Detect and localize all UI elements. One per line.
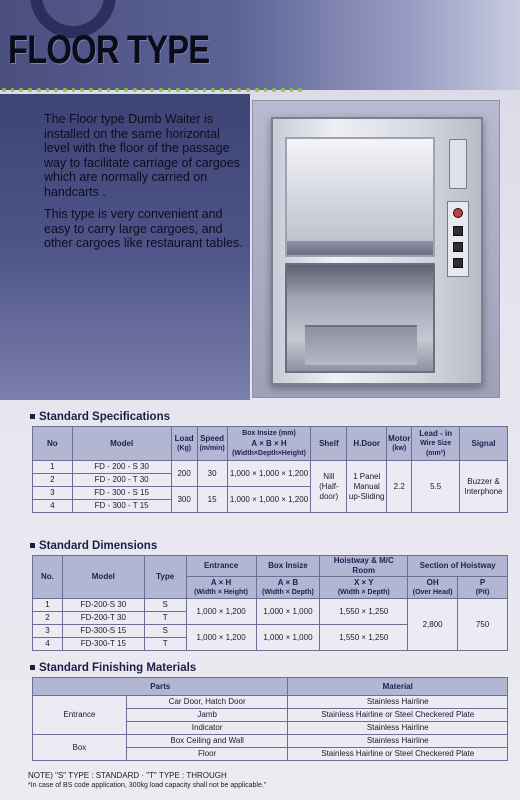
car-interior xyxy=(285,263,435,373)
dotted-divider xyxy=(2,86,302,94)
cell-entrance: 1,000 × 1,200 xyxy=(186,599,256,625)
cell-group-box: Box xyxy=(33,735,127,761)
cell-type: S xyxy=(144,625,186,638)
hatch-handle-bar xyxy=(287,241,433,255)
specifications-table xyxy=(32,426,508,513)
table-row xyxy=(33,461,508,474)
col-header-pit: P (Pit) xyxy=(458,577,508,599)
table-row xyxy=(33,599,508,612)
section-title-finishing: Standard Finishing Materials xyxy=(30,662,196,674)
cell-part: Floor xyxy=(126,748,288,761)
col-header-section: Section of Hoistway xyxy=(408,556,508,577)
table-row xyxy=(33,735,508,748)
interphone-icon xyxy=(449,139,467,189)
col-header-box-insize: Box Insize xyxy=(256,556,320,577)
col-header-hoist-dims: X × Y (Width × Depth) xyxy=(320,577,408,599)
cell-box-insize: 1,000 × 1,000 × 1,200 xyxy=(227,487,311,513)
car-floor xyxy=(305,325,417,365)
cell-no: 3 xyxy=(33,487,73,500)
cell-hoistway: 1,550 × 1,250 xyxy=(320,599,408,625)
cell-model: FD-200-S 30 xyxy=(62,599,144,612)
type-note: NOTE) "S" TYPE : STANDARD · "T" TYPE : THROUGH xyxy=(28,771,227,780)
cell-part: Indicator xyxy=(126,722,288,735)
cell-part: Jamb xyxy=(126,709,288,722)
cell-entrance: 1,000 × 1,200 xyxy=(186,625,256,651)
col-header-motor: Motor (kw) xyxy=(387,427,412,461)
cell-motor: 2.2 xyxy=(387,461,412,513)
col-header-box-insize: Box Insize (mm) A × B × H (Width×Depth×Height) xyxy=(227,427,311,461)
cell-no: 2 xyxy=(33,474,73,487)
cell-box-insize: 1,000 × 1,000 × 1,200 xyxy=(227,461,311,487)
indicator-light-icon xyxy=(453,208,463,218)
col-header-type: Type xyxy=(144,556,186,599)
cell-material: Stainless Hairline xyxy=(288,696,508,709)
section-title-dimensions: Standard Dimensions xyxy=(30,540,157,552)
cell-no: 3 xyxy=(33,625,63,638)
cell-model: FD-300-S 15 xyxy=(62,625,144,638)
col-header-material: Material xyxy=(288,678,508,696)
cell-load: 200 xyxy=(171,461,197,487)
cell-lead-in: 5.5 xyxy=(412,461,460,513)
col-header-lead-in: Lead - in Wire Size (mm²) xyxy=(412,427,460,461)
call-button-icon xyxy=(453,242,463,252)
cell-group-entrance: Entrance xyxy=(33,696,127,735)
cell-type: S xyxy=(144,599,186,612)
page-title: FLOOR TYPE xyxy=(8,28,210,72)
cell-shelf: Nill (Half-door) xyxy=(311,461,347,513)
cell-model: FD-200-T 30 xyxy=(62,612,144,625)
cell-no: 1 xyxy=(33,461,73,474)
cell-material: Stainless Hairline or Steel Checkered Plate xyxy=(288,709,508,722)
section-title-specifications: Standard Specifications xyxy=(30,411,170,423)
col-header-entrance-dims: A × H (Width × Height) xyxy=(186,577,256,599)
hatch-door xyxy=(285,137,435,257)
dumbwaiter-cabinet xyxy=(271,117,483,385)
col-header-box-dims: A × B (Width × Depth) xyxy=(256,577,320,599)
col-header-load: Load (Kg) xyxy=(171,427,197,461)
table-header-row xyxy=(33,427,508,461)
intro-paragraph-1: The Floor type Dumb Waiter is installed on the same horizontal level with the floor of the passage way to facilitate carriage of cargoes which are normally carried on handcarts . xyxy=(44,112,240,199)
stop-button-icon xyxy=(453,258,463,268)
cell-material: Stainless Hairline xyxy=(288,735,508,748)
bs-code-note: *In case of BS code application, 300kg load capacity shall not be applicable." xyxy=(28,782,267,789)
col-header-speed: Speed (m/min) xyxy=(197,427,227,461)
table-header-row xyxy=(33,556,508,577)
cell-signal: Buzzer & Interphone xyxy=(460,461,508,513)
cell-model: FD - 300 - T 15 xyxy=(72,500,171,513)
col-header-parts: Parts xyxy=(33,678,288,696)
table-row xyxy=(33,696,508,709)
cell-part: Car Door, Hatch Door xyxy=(126,696,288,709)
cell-material: Stainless Hairline or Steel Checkered Plate xyxy=(288,748,508,761)
col-header-shelf: Shelf xyxy=(311,427,347,461)
col-header-hoistway: Hoistway & M/C Room xyxy=(320,556,408,577)
cell-model: FD-300-T 15 xyxy=(62,638,144,651)
col-header-oh: OH (Over Head) xyxy=(408,577,458,599)
cell-load: 300 xyxy=(171,487,197,513)
cell-type: T xyxy=(144,638,186,651)
cell-model: FD - 200 - T 30 xyxy=(72,474,171,487)
control-panel xyxy=(447,201,469,277)
call-button-icon xyxy=(453,226,463,236)
intro-paragraph-2: This type is very convenient and easy to carry large cargoes, and other cargoes like restaurant tables. xyxy=(44,207,243,250)
header-banner xyxy=(0,0,520,90)
col-header-no: No. xyxy=(33,556,63,599)
cell-oh: 2,800 xyxy=(408,599,458,651)
cell-box-insize: 1,000 × 1,000 xyxy=(256,599,320,625)
cell-speed: 30 xyxy=(197,461,227,487)
intro-text xyxy=(44,112,244,259)
cell-part: Box Ceiling and Wall xyxy=(126,735,288,748)
col-header-no: No xyxy=(33,427,73,461)
cell-model: FD - 200 - S 30 xyxy=(72,461,171,474)
col-header-model: Model xyxy=(62,556,144,599)
cell-no: 2 xyxy=(33,612,63,625)
cell-no: 1 xyxy=(33,599,63,612)
col-header-model: Model xyxy=(72,427,171,461)
cell-no: 4 xyxy=(33,638,63,651)
table-header-row xyxy=(33,678,508,696)
col-header-entrance: Entrance xyxy=(186,556,256,577)
cell-no: 4 xyxy=(33,500,73,513)
cell-hoistway: 1,550 × 1,250 xyxy=(320,625,408,651)
cell-type: T xyxy=(144,612,186,625)
cell-speed: 15 xyxy=(197,487,227,513)
cell-hdoor: 1 Panel Manual up-Sliding xyxy=(347,461,387,513)
finishing-materials-table xyxy=(32,677,508,761)
cell-pit: 750 xyxy=(458,599,508,651)
product-photo xyxy=(252,100,500,398)
cell-material: Stainless Hairline xyxy=(288,722,508,735)
cell-box-insize: 1,000 × 1,000 xyxy=(256,625,320,651)
col-header-signal: Signal xyxy=(460,427,508,461)
cell-model: FD - 300 - S 15 xyxy=(72,487,171,500)
col-header-hdoor: H.Door xyxy=(347,427,387,461)
dimensions-table xyxy=(32,555,508,651)
